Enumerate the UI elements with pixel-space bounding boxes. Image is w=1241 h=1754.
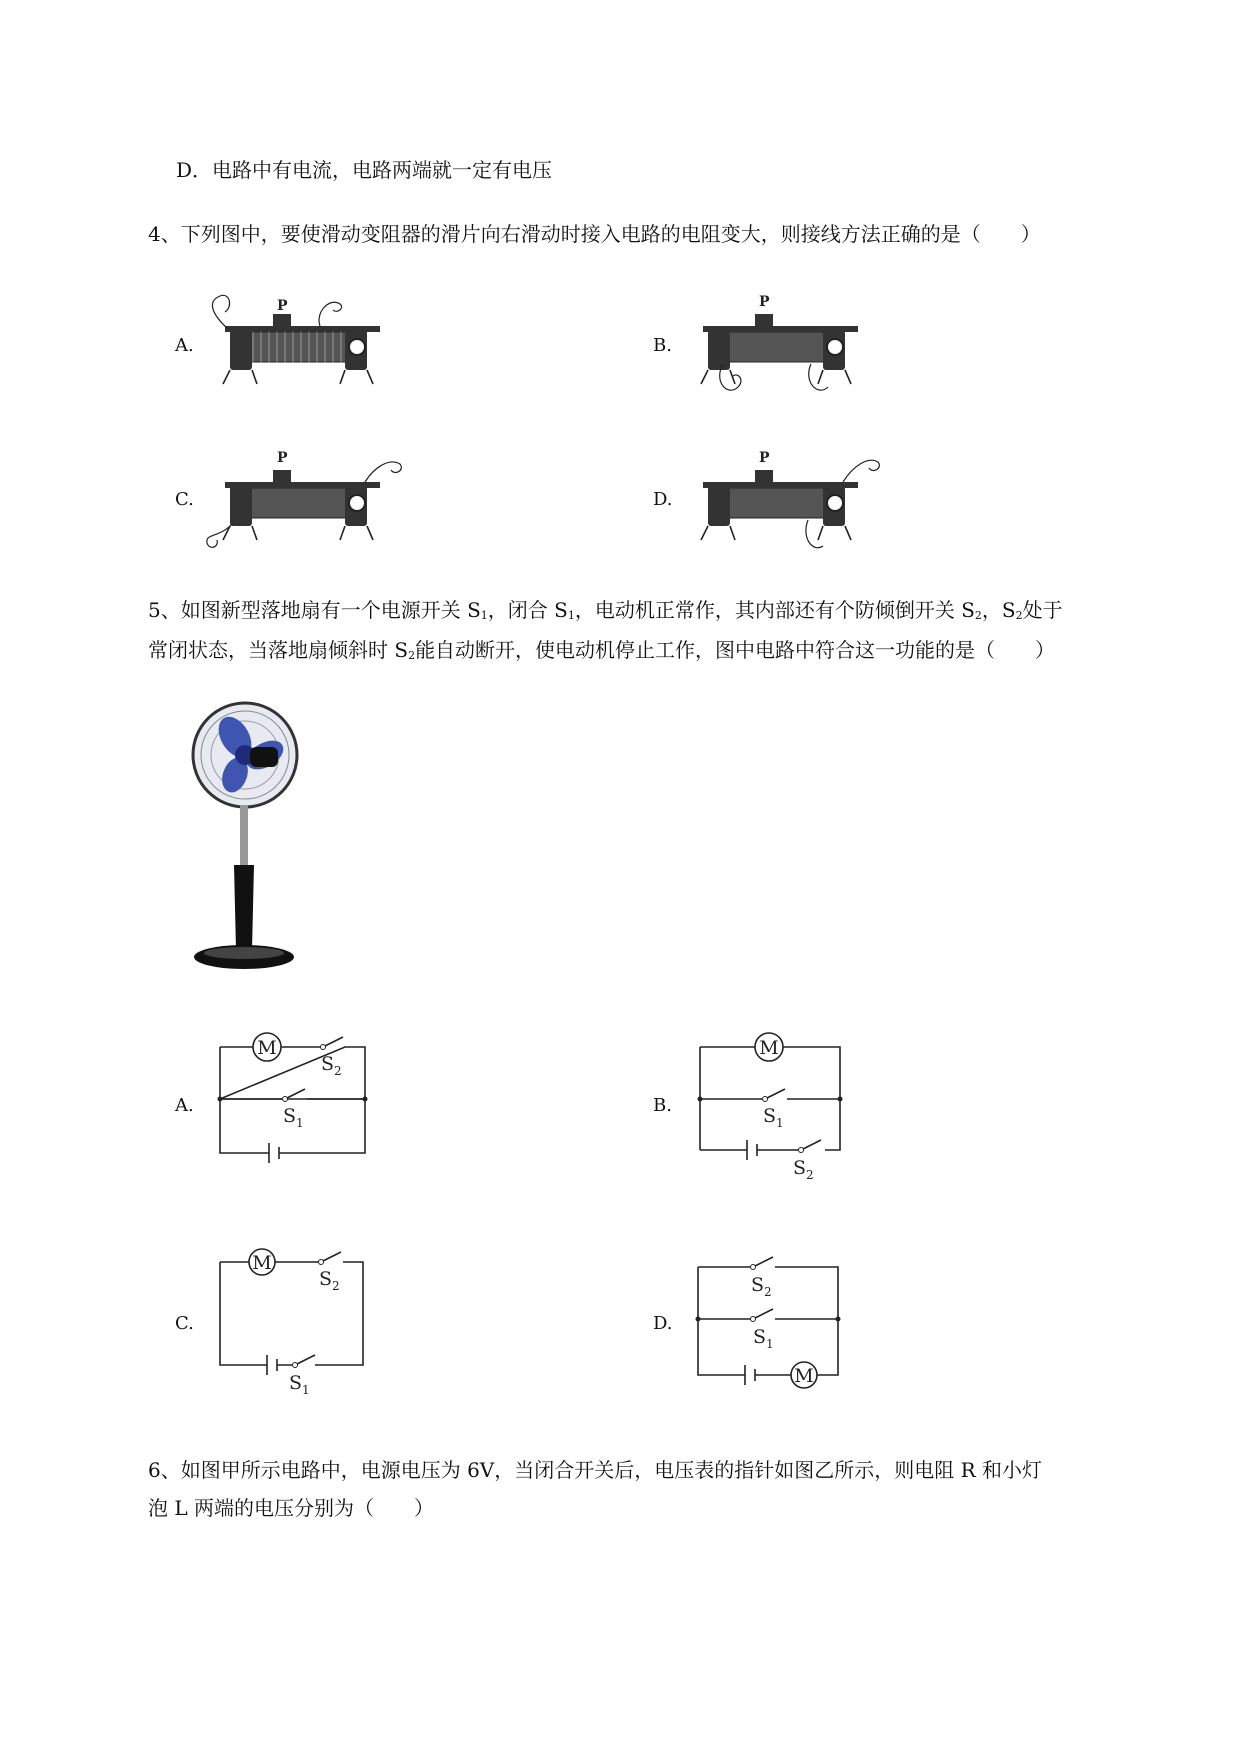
q4-rheostat-d — [683, 448, 883, 558]
motor-label: M — [794, 1365, 814, 1387]
q5-option-b-label: B. — [653, 1095, 672, 1116]
q5-circuit-c — [215, 1245, 385, 1395]
motor-label: M — [257, 1037, 277, 1059]
q4-option-d-label: D. — [653, 489, 673, 510]
slider-p-label: P — [277, 450, 288, 466]
q5-option-c-label: C. — [175, 1313, 194, 1334]
q5-option-a-label: A. — [175, 1095, 194, 1116]
q4-rheostat-c — [205, 448, 405, 558]
q5-circuit-d — [693, 1255, 863, 1405]
switch-s1-label: $S_1$ — [763, 1105, 784, 1130]
q4-rheostat-b — [683, 292, 883, 402]
q5-circuit-a — [215, 1030, 385, 1170]
switch-s1-label: $S_1$ — [283, 1105, 304, 1130]
q6-stem-line1: 6、如图甲所示电路中，电源电压为 6V，当闭合开关后，电压表的指针如图乙所示，则电阻 R 和小灯 — [148, 1458, 1043, 1482]
q5-circuit-b — [695, 1030, 865, 1180]
slider-p-label: P — [759, 294, 770, 310]
q6-stem-line2: 泡 L 两端的电压分别为（ ） — [148, 1496, 434, 1520]
q4-option-b-label: B. — [653, 335, 672, 356]
q4-rheostat-a — [205, 292, 405, 392]
q4-stem: 4、下列图中，要使滑动变阻器的滑片向右滑动时接入电路的电阻变大，则接线方法正确的是（ ） — [148, 222, 1041, 246]
switch-s1-label: $S_1$ — [753, 1326, 774, 1351]
slider-p-label: P — [277, 298, 288, 314]
slider-p-label: P — [759, 450, 770, 466]
switch-s2-label: $S_2$ — [793, 1157, 814, 1182]
switch-s2-label: $S_2$ — [319, 1268, 340, 1293]
floor-fan-image — [190, 695, 310, 975]
switch-s2-label: $S_2$ — [751, 1274, 772, 1299]
q4-option-c-label: C. — [175, 489, 194, 510]
motor-label: M — [252, 1252, 272, 1274]
motor-label: M — [759, 1037, 779, 1059]
q5-option-d-label: D. — [653, 1313, 673, 1334]
q5-stem-line2: 常闭状态，当落地扇倾斜时 $S_2$能自动断开，使电动机停止工作，图中电路中符合这一功能的是（ ） — [148, 638, 1056, 662]
switch-s2-label: $S_2$ — [321, 1053, 342, 1078]
q4-option-a-label: A. — [175, 335, 194, 356]
switch-s1-label: $S_1$ — [289, 1372, 310, 1397]
q5-stem-line1: 5、如图新型落地扇有一个电源开关 $S_1$，闭合 $S_1$，电动机正常作，其内部还有个防倾倒开关 $S_2$，$S_2$处于 — [148, 598, 1063, 622]
q3-option-d: D．电路中有电流，电路两端就一定有电压 — [176, 158, 553, 182]
